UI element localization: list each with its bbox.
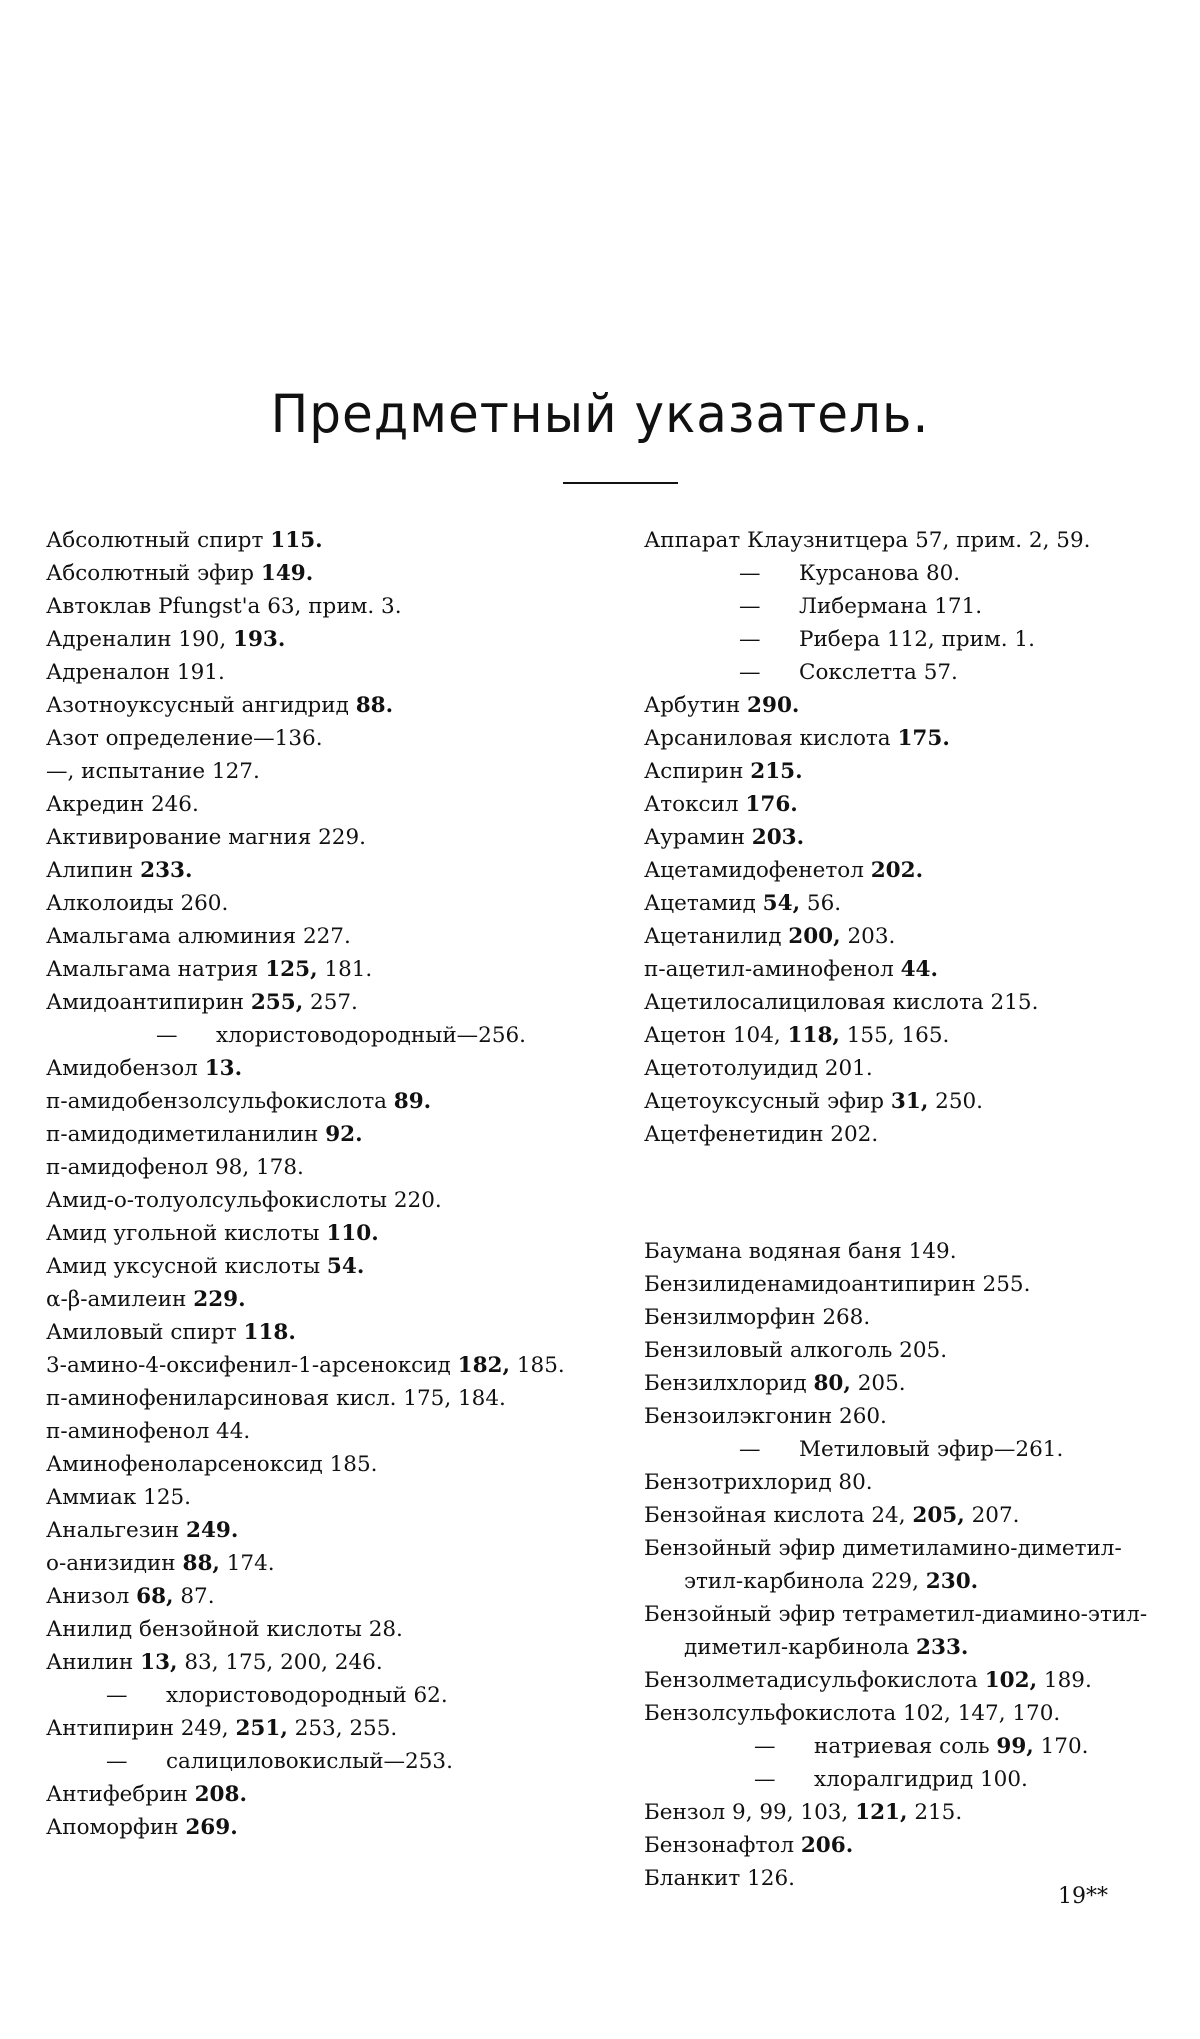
index-entry — [46, 1481, 586, 1514]
entry-page-bold: 68, — [136, 1584, 174, 1609]
entry-pages: 87. — [173, 1584, 215, 1609]
entry-text: Ацетанилид — [644, 924, 789, 949]
entry-text: α-β-амилеин — [46, 1287, 194, 1312]
ditto-dash: — — [739, 594, 761, 619]
index-entry — [644, 1367, 1174, 1400]
entry-text: Ацетотолуидид 201. — [644, 1056, 873, 1081]
index-entry — [46, 986, 586, 1019]
entry-text: Бланкит 126. — [644, 1866, 795, 1891]
index-entry — [46, 1118, 586, 1151]
entry-pages: 83, 175, 200, 246. — [177, 1650, 383, 1675]
index-entry — [46, 1613, 586, 1646]
ditto-dash: — — [106, 1683, 128, 1708]
entry-text: Бензойный эфир диметиламино-диметил-этил-карбинола 229, — [644, 1536, 1122, 1594]
entry-page-bold: 203. — [751, 825, 805, 850]
index-entry — [46, 1778, 586, 1811]
entry-text: натриевая соль — [814, 1734, 997, 1759]
index-entry — [46, 1250, 586, 1283]
entry-text: Ацетоуксусный эфир — [644, 1089, 891, 1114]
index-entry — [644, 788, 1174, 821]
entry-page-bold: 206. — [800, 1833, 854, 1858]
index-entry — [46, 557, 586, 590]
entry-text: п-амидофенол 98, 178. — [46, 1155, 304, 1180]
entry-pages: 189. — [1037, 1668, 1092, 1693]
entry-text: Ацетамид — [644, 891, 763, 916]
entry-pages: 170. — [1033, 1734, 1089, 1759]
entry-page-bold: 182, — [457, 1353, 511, 1378]
entry-text: Аминофеноларсеноксид 185. — [46, 1452, 378, 1477]
ditto-dash: — — [739, 627, 761, 652]
entry-text: Бензойная кислота 24, — [644, 1503, 913, 1528]
index-entry — [644, 1697, 1174, 1730]
entry-text: п-амидодиметиланилин — [46, 1122, 326, 1147]
index-entry — [644, 557, 1174, 590]
entry-text: хлористоводородный 62. — [166, 1683, 448, 1708]
index-entry — [644, 1829, 1174, 1862]
entry-text: Анизол — [46, 1584, 137, 1609]
entry-page-bold: 102, — [984, 1668, 1038, 1693]
index-entry — [46, 1514, 586, 1547]
index-entry — [644, 1532, 1174, 1598]
entry-text: Активирование магния 229. — [46, 825, 366, 850]
entry-text: Бензотрихлорид 80. — [644, 1470, 873, 1495]
index-entry — [644, 1019, 1174, 1052]
entry-page-bold: 200, — [788, 924, 841, 949]
entry-page-bold: 229. — [193, 1287, 246, 1312]
index-entry — [644, 1118, 1174, 1151]
entry-pages: 250. — [928, 1089, 984, 1114]
index-entry — [46, 1217, 586, 1250]
index-entry — [644, 953, 1174, 986]
index-entry — [644, 1433, 1174, 1466]
entry-text: Аурамин — [644, 825, 752, 850]
entry-text: Аспирин — [644, 759, 751, 784]
title-rule — [563, 482, 678, 484]
entry-text: Бензиловый алкоголь 205. — [644, 1338, 948, 1363]
entry-text: Арбутин — [644, 693, 748, 718]
entry-text: Амид уксусной кислоты — [46, 1254, 327, 1279]
index-entry — [46, 887, 586, 920]
entry-text: Амиловый спирт — [46, 1320, 244, 1345]
entry-text: Амид-о-толуолсульфокислоты 220. — [46, 1188, 442, 1213]
index-entry — [46, 1745, 586, 1778]
entry-text: Азот определение—136. — [46, 726, 323, 751]
index-entry — [46, 1712, 586, 1745]
ditto-dash: — — [739, 1437, 761, 1462]
entry-pages: 205. — [850, 1371, 906, 1396]
entry-page-bold: 175. — [897, 726, 950, 751]
index-entry — [46, 755, 586, 788]
index-entry — [644, 1301, 1174, 1334]
index-entry — [46, 1811, 586, 1844]
index-entry — [644, 854, 1174, 887]
ditto-dash: — — [739, 561, 761, 586]
entry-page-bold: 249. — [186, 1518, 239, 1543]
index-entry — [46, 1052, 586, 1085]
entry-text: Баумана водяная баня 149. — [644, 1239, 957, 1264]
entry-page-bold: 115. — [270, 528, 323, 553]
entry-text: —, испытание 127. — [46, 759, 260, 784]
entry-text: Акредин 246. — [46, 792, 199, 817]
entry-page-bold: 54, — [762, 891, 801, 916]
entry-page-bold: 255, — [250, 990, 304, 1015]
index-entry — [644, 1730, 1174, 1763]
entry-text: о-анизидин — [46, 1551, 183, 1576]
index-entry — [46, 524, 586, 557]
entry-text: Анилин — [46, 1650, 141, 1675]
entry-text: салициловокислый—253. — [166, 1749, 453, 1774]
entry-text: п-аминофенол 44. — [46, 1419, 251, 1444]
ditto-dash: — — [106, 1749, 128, 1774]
entry-text: Атоксил — [644, 792, 746, 817]
entry-text: п-амидобензолсульфокислота — [46, 1089, 394, 1114]
index-entry — [46, 788, 586, 821]
entry-page-bold: 230. — [925, 1569, 979, 1594]
entry-page-bold: 125, — [265, 957, 318, 982]
index-entry — [46, 854, 586, 887]
index-entry — [46, 1184, 586, 1217]
index-entry — [644, 1466, 1174, 1499]
index-entry — [46, 1151, 586, 1184]
entry-text: п-аминофениларсиновая кисл. 175, 184. — [46, 1386, 506, 1411]
index-entry — [644, 722, 1174, 755]
entry-text: п-ацетил-аминофенол — [644, 957, 901, 982]
entry-text: Бензоилэкгонин 260. — [644, 1404, 887, 1429]
entry-text: 3-амино-4-оксифенил-1-арсеноксид — [46, 1353, 458, 1378]
entry-text: хлористоводородный—256. — [216, 1023, 527, 1048]
index-entry — [644, 1085, 1174, 1118]
index-entry — [644, 1664, 1174, 1697]
entry-text: Бензилиденамидоантипирин 255. — [644, 1272, 1031, 1297]
entry-text: Аппарат Клаузнитцера 57, прим. 2, 59. — [644, 528, 1091, 553]
index-entry — [644, 1235, 1174, 1268]
entry-text: Автоклав Pfungst'a 63, прим. 3. — [46, 594, 402, 619]
entry-pages: 56. — [800, 891, 842, 916]
index-entry — [46, 1448, 586, 1481]
index-entry — [46, 1646, 586, 1679]
entry-text: Анальгезин — [46, 1518, 187, 1543]
entry-page-bold: 99, — [996, 1734, 1034, 1759]
entry-page-bold: 149. — [260, 561, 314, 586]
entry-text: Абсолютный спирт — [46, 528, 271, 553]
entry-text: Ацетфенетидин 202. — [644, 1122, 879, 1147]
entry-page-bold: 44. — [900, 957, 938, 982]
entry-pages: 207. — [964, 1503, 1020, 1528]
entry-text: Бензолсульфокислота 102, 147, 170. — [644, 1701, 1061, 1726]
index-column-right — [644, 524, 1174, 1895]
index-entry — [644, 1763, 1174, 1796]
entry-page-bold: 88, — [182, 1551, 220, 1576]
index-entry — [644, 623, 1174, 656]
entry-page-bold: 269. — [185, 1815, 238, 1840]
index-entry — [644, 1499, 1174, 1532]
index-entry — [644, 1268, 1174, 1301]
index-entry — [46, 1085, 586, 1118]
entry-text: Абсолютный эфир — [46, 561, 261, 586]
ditto-dash: — — [739, 660, 761, 685]
entry-page-bold: 121, — [855, 1800, 908, 1825]
entry-text: Бензилхлорид — [644, 1371, 814, 1396]
entry-text: Бензойный эфир тетраметил-диамино-этил-диметил-карбинола — [644, 1602, 1148, 1660]
entry-page-bold: 233. — [916, 1635, 969, 1660]
entry-text: Амид угольной кислоты — [46, 1221, 327, 1246]
index-entry — [644, 986, 1174, 1019]
index-entry — [46, 722, 586, 755]
index-entry — [46, 623, 586, 656]
ditto-dash: — — [754, 1767, 776, 1792]
index-entry — [46, 953, 586, 986]
entry-text: Рибера 112, прим. 1. — [799, 627, 1035, 652]
entry-page-bold: 176. — [745, 792, 798, 817]
entry-text: Курсанова 80. — [799, 561, 961, 586]
page-title: Предметный указатель. — [270, 383, 930, 445]
entry-page-bold: 31, — [890, 1089, 929, 1114]
entry-page-bold: 205, — [912, 1503, 965, 1528]
entry-pages: 181. — [317, 957, 373, 982]
index-entry — [46, 1349, 586, 1382]
entry-text: Бензилморфин 268. — [644, 1305, 871, 1330]
index-entry — [644, 1796, 1174, 1829]
entry-text: Ацетон 104, — [644, 1023, 788, 1048]
entry-pages: 174. — [219, 1551, 275, 1576]
entry-text: Амидоантипирин — [46, 990, 251, 1015]
entry-pages: 203. — [840, 924, 896, 949]
index-entry — [644, 821, 1174, 854]
entry-pages: 155, 165. — [839, 1023, 950, 1048]
entry-page-bold: 110. — [326, 1221, 379, 1246]
entry-page-bold: 118, — [787, 1023, 840, 1048]
entry-text: Адреналин 190, — [46, 627, 234, 652]
index-entry — [46, 689, 586, 722]
index-entry — [46, 1679, 586, 1712]
entry-text: Бензонафтол — [644, 1833, 801, 1858]
index-entry — [46, 1547, 586, 1580]
entry-text: Анилид бензойной кислоты 28. — [46, 1617, 403, 1642]
entry-text: Метиловый эфир—261. — [799, 1437, 1064, 1462]
index-entry — [46, 1580, 586, 1613]
index-entry — [644, 1598, 1174, 1664]
index-column-left — [46, 524, 586, 1844]
entry-page-bold: 233. — [140, 858, 193, 883]
entry-page-bold: 13, — [140, 1650, 178, 1675]
index-entry — [644, 524, 1174, 557]
index-entry — [644, 590, 1174, 623]
ditto-dash: — — [156, 1023, 178, 1048]
entry-text: Арсаниловая кислота — [644, 726, 898, 751]
entry-text: Адреналон 191. — [46, 660, 225, 685]
index-entry — [46, 821, 586, 854]
index-section-gap — [644, 1151, 1174, 1235]
entry-page-bold: 202. — [870, 858, 924, 883]
entry-page-bold: 208. — [194, 1782, 247, 1807]
entry-text: Апоморфин — [46, 1815, 186, 1840]
entry-text: Бензолметадисульфокислота — [644, 1668, 985, 1693]
index-entry — [46, 656, 586, 689]
entry-text: Амидобензол — [46, 1056, 205, 1081]
entry-page-bold: 290. — [747, 693, 800, 718]
entry-text: Аммиак 125. — [46, 1485, 192, 1510]
index-entry — [644, 1334, 1174, 1367]
index-entry — [644, 755, 1174, 788]
entry-text: Алколоиды 260. — [46, 891, 229, 916]
entry-page-bold: 88. — [355, 693, 394, 718]
entry-text: Амальгама алюминия 227. — [46, 924, 351, 949]
entry-pages: 215. — [907, 1800, 963, 1825]
entry-page-bold: 92. — [325, 1122, 363, 1147]
entry-page-bold: 193. — [233, 627, 286, 652]
index-entry — [46, 920, 586, 953]
entry-page-bold: 89. — [393, 1089, 432, 1114]
entry-page-bold: 80, — [813, 1371, 851, 1396]
index-entry — [46, 1283, 586, 1316]
entry-text: Амальгама натрия — [46, 957, 266, 982]
index-entry — [644, 920, 1174, 953]
entry-text: Бензол 9, 99, 103, — [644, 1800, 856, 1825]
entry-text: Азотноуксусный ангидрид — [46, 693, 356, 718]
entry-text: Антифебрин — [46, 1782, 195, 1807]
entry-page-bold: 54. — [326, 1254, 365, 1279]
entry-pages: 257. — [303, 990, 358, 1015]
index-entry — [644, 689, 1174, 722]
ditto-dash: — — [754, 1734, 776, 1759]
entry-text: хлоралгидрид 100. — [814, 1767, 1028, 1792]
entry-page-bold: 251, — [235, 1716, 288, 1741]
entry-page-bold: 13. — [204, 1056, 243, 1081]
entry-text: Сокслетта 57. — [799, 660, 958, 685]
entry-page-bold: 215. — [750, 759, 803, 784]
entry-page-bold: 118. — [243, 1320, 296, 1345]
index-entry — [46, 1316, 586, 1349]
entry-pages: 253, 255. — [287, 1716, 398, 1741]
index-entry — [46, 1382, 586, 1415]
index-entry — [644, 887, 1174, 920]
index-entry — [644, 1052, 1174, 1085]
index-entry — [644, 1400, 1174, 1433]
entry-text: Ацетилосалициловая кислота 215. — [644, 990, 1039, 1015]
index-entry — [46, 590, 586, 623]
page-number: 19** — [1058, 1884, 1108, 1909]
entry-text: Ацетамидофенетол — [644, 858, 871, 883]
index-entry — [46, 1019, 586, 1052]
entry-text: Алипин — [46, 858, 141, 883]
entry-text: Антипирин 249, — [46, 1716, 236, 1741]
entry-pages: 185. — [510, 1353, 565, 1378]
index-entry — [644, 656, 1174, 689]
entry-text: Либермана 171. — [799, 594, 983, 619]
index-entry — [46, 1415, 586, 1448]
